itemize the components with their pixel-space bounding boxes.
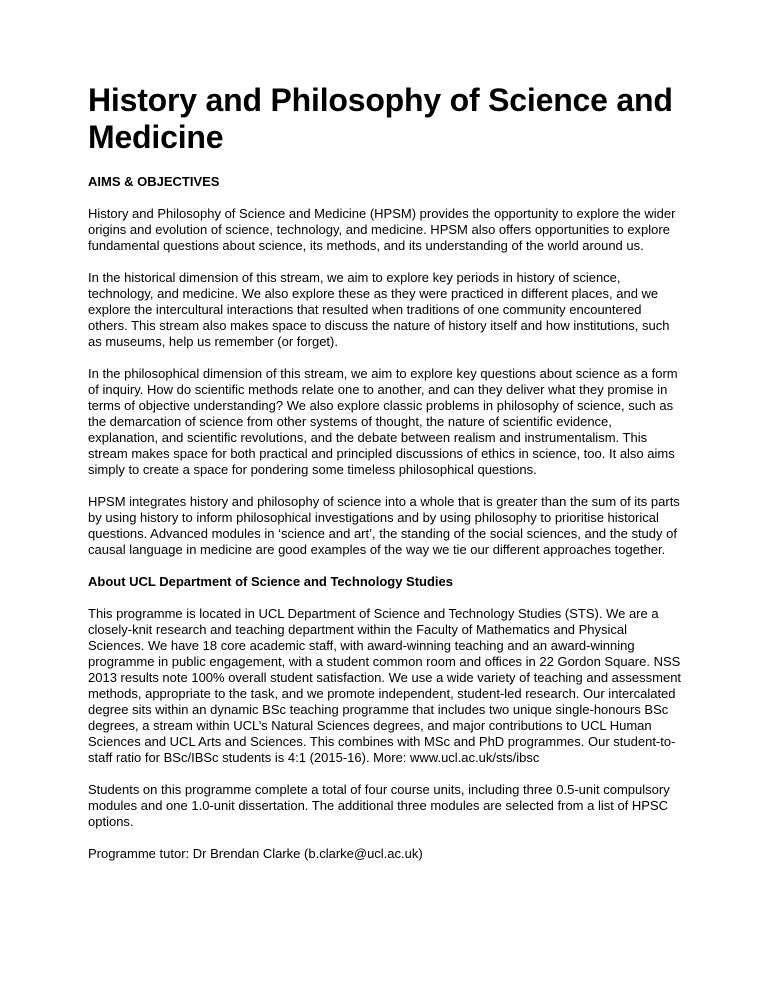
about-department-heading: About UCL Department of Science and Technology Studies <box>88 574 454 589</box>
document-title: History and Philosophy of Science and Medicine <box>88 82 673 155</box>
aims-paragraph-1: History and Philosophy of Science and Medicine (HPSM) provides the opportunity to explore the wider origins and evolution of science, technology, and medicine. HPSM also offers opportunities to explore fundamental questions about science, its methods, and its understanding of the world around us. <box>88 206 676 253</box>
aims-objectives-heading: AIMS & OBJECTIVES <box>88 174 220 189</box>
aims-paragraph-2: In the historical dimension of this stream, we aim to explore key periods in history of science, technology, and medicine. We also explore these as they were practiced in different places, and we explore the intercultural interactions that resulted when traditions of one community encountered others. This stream also makes space to discuss the nature of history itself and how institutions, such as museums, help us remember (or forget). <box>88 270 670 349</box>
about-paragraph-1: This programme is located in UCL Department of Science and Technology Studies (STS). We are a closely-knit research and teaching department within the Faculty of Mathematics and Physical Sciences. We have 18 core academic staff, with award-winning teaching and an award-winning programme in public engagement, with a student common room and offices in 22 Gordon Square. NSS 2013 results note 100% overall student satisfaction. We use a wide variety of teaching and assessment methods, appropriate to the task, and we promote independent, student-led research. Our intercalated degree sits within an dynamic BSc teaching programme that includes two unique single-honours BSc degrees, a stream within UCL’s Natural Sciences degrees, and major contributions to UCL Human Sciences and UCL Arts and Sciences. This combines with MSc and PhD programmes. Our student-to-staff ratio for BSc/IBSc students is 4:1 (2015-16). More: www.ucl.ac.uk/sts/ibsc <box>88 606 682 765</box>
aims-paragraph-3: In the philosophical dimension of this stream, we aim to explore key questions about science as a form of inquiry. How do scientific methods relate one to another, and can they deliver what they promise in terms of objective understanding? We also explore classic problems in philosophy of science, such as the demarcation of science from other systems of thought, the nature of scientific evidence, explanation, and scientific revolutions, and the debate between realism and instrumentalism. This stream makes space for both practical and principled discussions of ethics in science, too. It also aims simply to create a space for pondering some timeless philosophical questions. <box>88 366 678 477</box>
programme-tutor-line: Programme tutor: Dr Brendan Clarke (b.clarke@ucl.ac.uk) <box>88 846 423 861</box>
about-paragraph-2: Students on this programme complete a total of four course units, including three 0.5-unit compulsory modules and one 1.0-unit dissertation. The additional three modules are selected from a list of HPSC options. <box>88 782 670 829</box>
document-page <box>88 82 684 878</box>
aims-paragraph-4: HPSM integrates history and philosophy of science into a whole that is greater than the sum of its parts by using history to inform philosophical investigations and by using philosophy to prioritise historical questions. Advanced modules in ‘science and art’, the standing of the social sciences, and the study of causal language in medicine are good examples of the way we tie our different approaches together. <box>88 494 680 557</box>
